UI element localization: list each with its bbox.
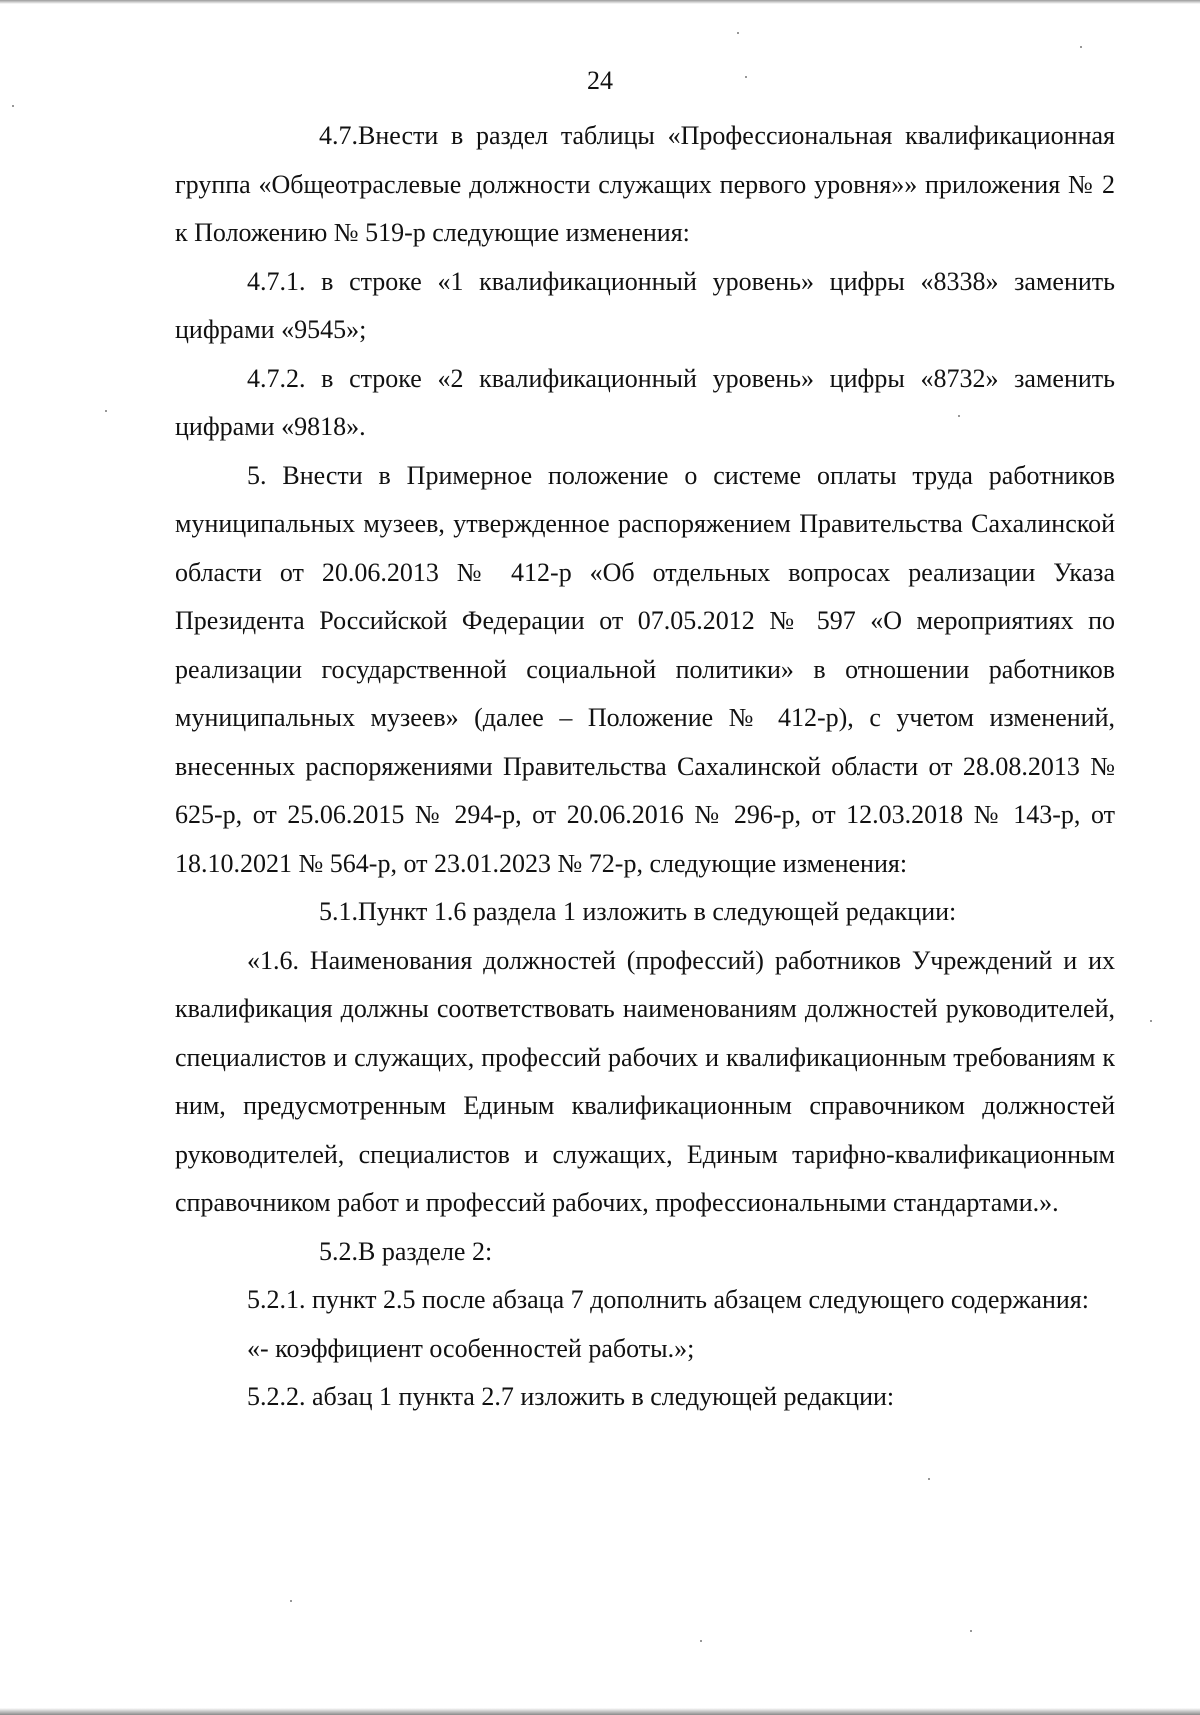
scan-speck bbox=[970, 1630, 972, 1632]
scan-speck bbox=[700, 1640, 702, 1642]
paragraph-text: 4.7.2. в строке «2 квалификационный уровень» цифры «8732» заменить цифрами «9818». bbox=[175, 363, 1115, 441]
scan-speck bbox=[12, 105, 14, 107]
paragraph-5-1 bbox=[175, 888, 1115, 937]
scan-speck bbox=[1150, 1020, 1152, 1022]
scan-speck bbox=[737, 32, 739, 34]
paragraph-quote-1-6 bbox=[175, 937, 1115, 1228]
scan-edge-top bbox=[0, 0, 1200, 4]
page-number: 24 bbox=[587, 66, 613, 95]
paragraph-text: 4.7.1. в строке «1 квалификационный уровень» цифры «8338» заменить цифрами «9545»; bbox=[175, 266, 1115, 344]
paragraph-text: 5.2.1. пункт 2.5 после абзаца 7 дополнить абзацем следующего содержания: bbox=[247, 1285, 1089, 1314]
paragraph-quote-coefficient bbox=[175, 1325, 1115, 1374]
paragraph-text: 5. Внести в Примерное положение о системе оплаты труда работников муниципальных музеев, утвержденное распоряжением Правительства Сахалинской области от 20.06.2013 № 412-р «Об отдельных вопросах реализации Указа Президента Российской Федерации от 07.05.2012 № 597 «О мероприятиях по реализации государственной социальной политики» в отношении работников муниципальных музеев» (далее – Положение № 412-р), с учетом изменений, внесенных распоряжениями Правительства Сахалинской области от 28.08.2013 № 625-р, от 25.06.2015 № 294-р, от 20.06.2016 № 296-р, от 12.03.2018 № 143-р, от 18.10.2021 № 564-р, от 23.01.2023 № 72-р, следующие изменения: bbox=[175, 460, 1115, 878]
paragraph-text: Внести в раздел таблицы «Профессиональная квалификационная группа «Общеотраслевые должности служащих первого уровня»» приложения № 2 к Положению № 519-р следующие изменения: bbox=[175, 121, 1115, 247]
paragraph-text: «- коэффициент особенностей работы.»; bbox=[247, 1333, 695, 1363]
scan-edge-bottom bbox=[0, 1708, 1200, 1715]
paragraph-4-7-1 bbox=[175, 258, 1115, 355]
scan-speck bbox=[290, 1600, 292, 1602]
paragraph-text: «1.6. Наименования должностей (профессий) работников Учреждений и их квалификация должны соответствовать наименованиям должностей руководителей, специалистов и служащих, профессий рабочих и квалификационным требованиям к ним, предусмотренным Единым квалификационным справочником должностей руководителей, специалистов и служащих, Единым тарифно-квалификационным справочником работ и профессий рабочих, профессиональными стандартами.». bbox=[175, 945, 1115, 1217]
paragraph-text: Пункт 1.6 раздела 1 изложить в следующей редакции: bbox=[358, 897, 957, 926]
paragraph-text: В разделе 2: bbox=[358, 1236, 493, 1266]
scan-speck bbox=[958, 415, 960, 417]
scan-speck bbox=[928, 1478, 930, 1480]
paragraph-5-2-1 bbox=[175, 1276, 1115, 1325]
paragraph-number: 5.1. bbox=[319, 897, 358, 926]
paragraph-5-2-2 bbox=[175, 1373, 1115, 1422]
paragraph-5 bbox=[175, 452, 1115, 889]
scan-speck bbox=[1080, 46, 1082, 48]
paragraph-4-7 bbox=[175, 112, 1115, 258]
paragraph-text: 5.2.2. абзац 1 пункта 2.7 изложить в следующей редакции: bbox=[247, 1382, 895, 1411]
scan-speck bbox=[745, 76, 747, 78]
paragraph-4-7-2 bbox=[175, 355, 1115, 452]
scan-speck bbox=[105, 410, 107, 412]
document-body bbox=[175, 112, 1115, 1422]
paragraph-5-2 bbox=[175, 1228, 1115, 1277]
paragraph-number: 5.2. bbox=[319, 1236, 358, 1266]
paragraph-number: 4.7. bbox=[319, 121, 358, 150]
